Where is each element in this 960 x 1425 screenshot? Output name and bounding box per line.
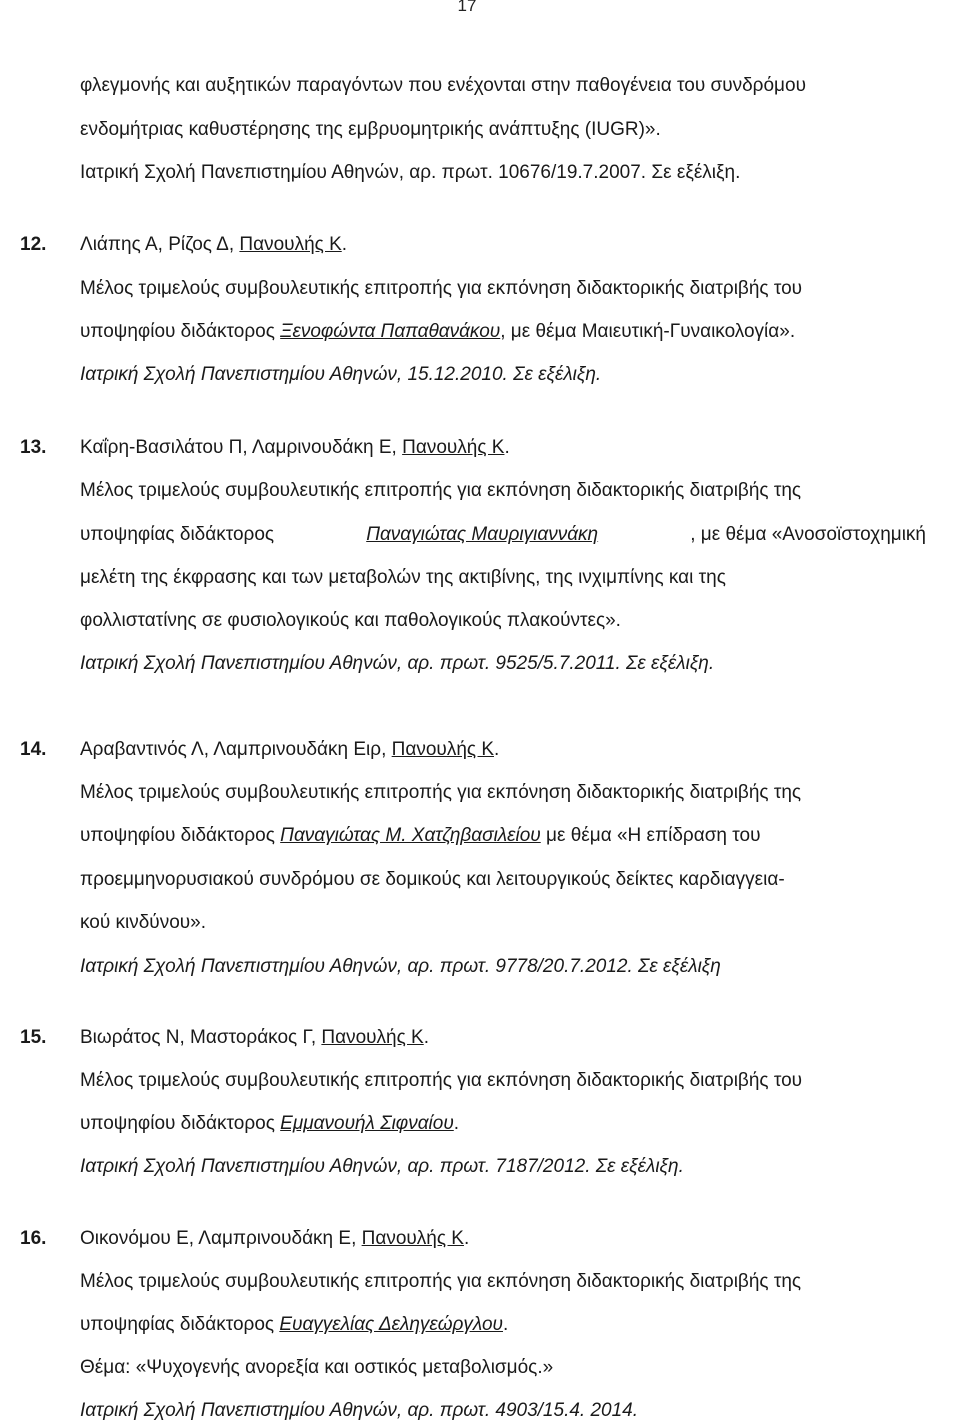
page-number: 17: [457, 0, 477, 15]
item-13-authors-text: Καΐρη-Βασιλάτου Π, Λαμρινουδάκη Ε,: [80, 437, 403, 458]
intro-line-1: [80, 74, 926, 98]
intro-text-1: φλεγμονής και αυξητικών παραγόντων που ενέχονται στην παθογένεια του συνδρόμου: [80, 75, 806, 96]
item-14-authors-end: .: [494, 739, 500, 760]
item-14-desc-2b: με θέμα «Η επίδραση του: [540, 825, 761, 846]
item-16-authors-underlined: Πανουλής Κ: [361, 1228, 464, 1249]
item-14-desc-1: Μέλος τριμελούς συμβουλευτικής επιτροπής για εκπόνηση διδακτορικής διατριβής της: [80, 782, 802, 803]
item-14-desc-2a: υποψηφίου διδάκτορος: [80, 825, 281, 846]
item-12-authors-underlined: Πανουλής Κ: [239, 234, 342, 255]
item-13-authors: [80, 436, 510, 460]
item-12-authors-text: Λιάπης Α, Ρίζος Δ,: [80, 234, 240, 255]
item-14-ref: Ιατρική Σχολή Πανεπιστημίου Αθηνών, αρ. πρωτ. 9778/20.7.2012. Σε εξέλιξη: [80, 956, 721, 977]
item-14-authors-text: Αραβαντινός Λ, Λαμπρινουδάκη Ειρ,: [80, 739, 392, 760]
item-13-desc-2: [80, 523, 926, 547]
item-13-desc-3: μελέτη της έκφρασης και των μεταβολών της ακτιβίνης, της ινχιμπίνης και της: [80, 567, 726, 588]
item-15-desc-2b: .: [453, 1113, 460, 1134]
item-13-desc-4: φολλιστατίνης σε φυσιολογικούς και παθολογικούς πλακούντες».: [80, 610, 621, 631]
item-14-number: 14.: [20, 739, 47, 760]
item-16-authors-end: .: [463, 1228, 470, 1249]
item-16-candidate: Ευαγγελίας Δεληγεώργλου: [279, 1314, 503, 1335]
item-16-desc-2a: υποψηφίας διδάκτορος: [80, 1314, 280, 1335]
item-14-authors: [80, 738, 499, 762]
item-16-theme: Θέμα: «Ψυχογενής ανορεξία και οστικός μεταβολισμός.»: [80, 1357, 554, 1378]
intro-line-2: ενδομήτριας καθυστέρησης της εμβρυομητρικής ανάπτυξης (IUGR)».: [80, 119, 661, 140]
item-12-ref: Ιατρική Σχολή Πανεπιστημίου Αθηνών, 15.12.2010. Σε εξέλιξη.: [80, 364, 602, 385]
item-12-number: 12.: [20, 234, 47, 255]
item-15-authors-end: .: [423, 1027, 430, 1048]
item-14-authors-underlined: Πανουλής Κ: [391, 739, 494, 760]
item-13-authors-underlined: Πανουλής Κ: [402, 437, 505, 458]
item-16-ref: Ιατρική Σχολή Πανεπιστημίου Αθηνών, αρ. πρωτ. 4903/15.4. 2014.: [80, 1400, 639, 1421]
item-12-authors-end: .: [341, 234, 348, 255]
item-13-authors-end: .: [504, 437, 510, 458]
item-12-authors: [80, 233, 347, 257]
item-15-number: 15.: [20, 1027, 47, 1048]
item-15-candidate: Εμμανουήλ Σιφναίου: [280, 1113, 454, 1134]
item-15-desc-2a: υποψηφίου διδάκτορος: [80, 1113, 281, 1134]
item-15-authors: [80, 1026, 429, 1050]
item-12-desc-2: [80, 320, 795, 344]
item-15-authors-text: Βιωράτος Ν, Μαστοράκος Γ,: [80, 1027, 322, 1048]
item-13-desc-2a: υποψηφίας διδάκτορος: [80, 524, 275, 545]
item-12-desc-1: Μέλος τριμελούς συμβουλευτικής επιτροπής για εκπόνηση διδακτορικής διατριβής του: [80, 278, 803, 299]
item-12-candidate: Ξενοφώντα Παπαθανάκου: [280, 321, 501, 342]
item-13-desc-2b: , με θέμα «Ανοσοϊστοχημική: [690, 524, 926, 545]
item-15-desc-1: Μέλος τριμελούς συμβουλευτικής επιτροπής για εκπόνηση διδακτορικής διατριβής του: [80, 1070, 803, 1091]
item-13-number: 13.: [20, 437, 47, 458]
item-15-desc-2: [80, 1112, 459, 1136]
item-16-number: 16.: [20, 1228, 47, 1249]
item-14-desc-4: κού κινδύνου».: [80, 912, 206, 933]
item-16-desc-2: [80, 1313, 508, 1337]
item-13-candidate: Παναγιώτας Μαυριγιαννάκη: [366, 524, 599, 545]
item-14-desc-2: [80, 824, 760, 848]
item-13-ref: Ιατρική Σχολή Πανεπιστημίου Αθηνών, αρ. πρωτ. 9525/5.7.2011. Σε εξέλιξη.: [80, 653, 715, 674]
item-15-authors-underlined: Πανουλής Κ: [321, 1027, 424, 1048]
item-12-desc-2b: , με θέμα Μαιευτική-Γυναικολογία».: [500, 321, 796, 342]
item-14-desc-3: προεμμηνορυσιακού συνδρόμου σε δομικούς και λειτουργικούς δείκτες καρδιαγγεια-: [80, 869, 785, 890]
item-16-authors-text: Οικονόμου Ε, Λαμπρινουδάκη Ε,: [80, 1228, 362, 1249]
item-16-desc-1: Μέλος τριμελούς συμβουλευτικής επιτροπής για εκπόνηση διδακτορικής διατριβής της: [80, 1271, 802, 1292]
item-12-desc-2a: υποψηφίου διδάκτορος: [80, 321, 281, 342]
intro-line-3: Ιατρική Σχολή Πανεπιστημίου Αθηνών, αρ. πρωτ. 10676/19.7.2007. Σε εξέλιξη.: [80, 162, 741, 183]
item-16-desc-2b: .: [503, 1314, 509, 1335]
item-16-authors: [80, 1227, 469, 1251]
item-14-candidate: Παναγιώτας Μ. Χατζηβασιλείου: [280, 825, 541, 846]
item-15-ref: Ιατρική Σχολή Πανεπιστημίου Αθηνών, αρ. πρωτ. 7187/2012. Σε εξέλιξη.: [80, 1156, 684, 1177]
item-13-desc-1: Μέλος τριμελούς συμβουλευτικής επιτροπής για εκπόνηση διδακτορικής διατριβής της: [80, 480, 802, 501]
